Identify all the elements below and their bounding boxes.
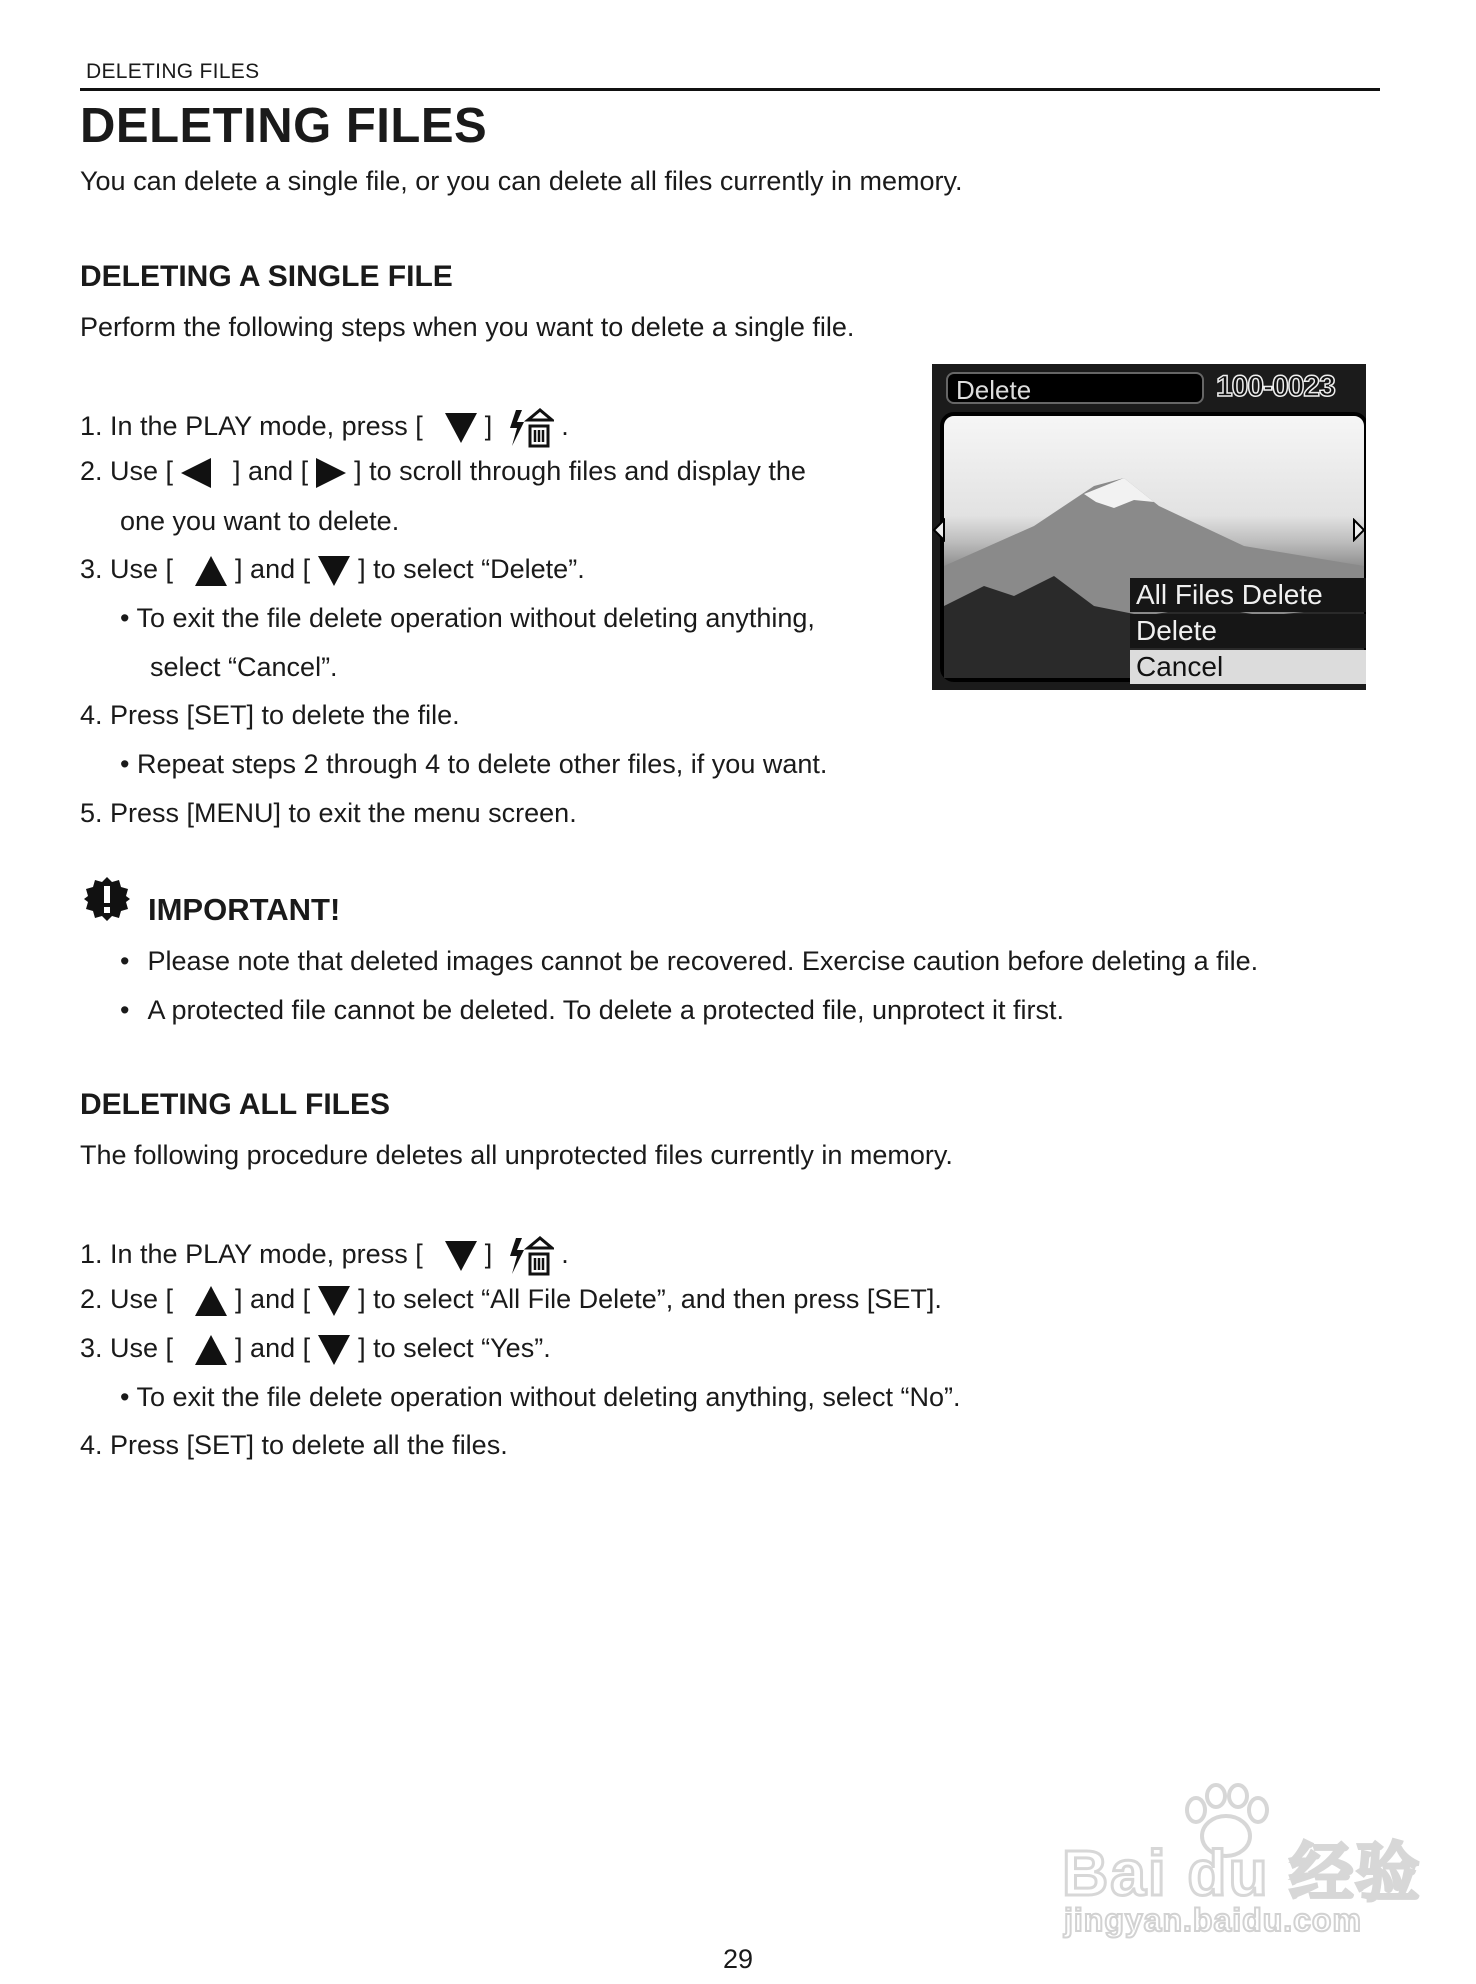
flash-delete-icon [508,1236,554,1276]
left-nav-icon [932,518,946,542]
step-text: 2. Use [ [80,456,174,486]
step-text: 1. In the PLAY mode, press [ [80,411,423,442]
bullet: • [120,946,130,976]
step-text: ] to select “Delete”. [358,554,585,584]
important-bullet-1 [120,946,1258,977]
single-file-intro: Perform the following steps when you want to delete a single file. [80,312,855,342]
left-arrow-icon [181,458,211,488]
down-arrow-icon [445,413,477,443]
step-text: ] and [ [235,554,311,584]
step-text: 3. Use [ [80,1333,174,1363]
single-step-3 [80,554,585,586]
menu-item-delete[interactable]: Delete [1130,614,1366,648]
step-text: ] [484,1239,493,1270]
step-text: ] and [ [235,1284,311,1314]
watermark-url: jingyan.baidu.com [1064,1902,1362,1938]
step-text: 3. Use [ [80,554,174,584]
camera-delete-screen [932,364,1366,690]
right-arrow-icon [316,458,346,488]
step-text: ] to select “Yes”. [358,1333,551,1363]
step-text: ] and [ [235,1333,311,1363]
single-step-4-bullet: • Repeat steps 2 through 4 to delete other files, if you want. [120,749,828,779]
up-arrow-icon [195,1335,227,1365]
all-step-3-bullet: • To exit the file delete operation without deleting anything, select “No”. [120,1382,961,1412]
all-files-heading: DELETING ALL FILES [80,1088,391,1121]
all-step-1 [80,1236,569,1276]
step-text: . [561,411,569,442]
step-text: ] to scroll through files and display the [354,456,806,486]
up-arrow-icon [195,556,227,586]
important-text: A protected file cannot be deleted. To delete a protected file, unprotect it first. [147,995,1065,1025]
down-arrow-icon [318,1286,350,1316]
step-text: 1. In the PLAY mode, press [ [80,1239,423,1270]
all-step-4: 4. Press [SET] to delete all the files. [80,1430,508,1460]
intro-text: You can delete a single file, or you can delete all files currently in memory. [80,166,963,196]
step-text: 2. Use [ [80,1284,174,1314]
step-text: ] [484,411,493,442]
important-text: Please note that deleted images cannot be recovered. Exercise caution before deleting a file. [147,946,1259,976]
single-step-1 [80,408,569,448]
single-step-4: 4. Press [SET] to delete the file. [80,700,460,730]
step-text: . [561,1239,569,1270]
single-step-5: 5. Press [MENU] to exit the menu screen. [80,798,577,828]
right-nav-icon [1352,518,1366,542]
watermark-logo: Bai du 经验 [1062,1837,1422,1909]
single-file-heading: DELETING A SINGLE FILE [80,260,453,293]
important-icon [84,876,130,922]
page-title: DELETING FILES [80,99,488,153]
screen-title: Delete [946,372,1204,404]
important-heading: IMPORTANT! [148,892,341,927]
single-step-3-bullet-cont: select “Cancel”. [150,652,338,682]
header-rule [80,88,1380,91]
single-step-2 [80,456,806,488]
important-bullet-2 [120,995,1064,1026]
menu-item-cancel[interactable]: Cancel [1130,650,1366,684]
all-files-intro: The following procedure deletes all unprotected files currently in memory. [80,1140,953,1170]
file-number: 100-0023 [1216,370,1335,403]
down-arrow-icon [318,556,350,586]
up-arrow-icon [195,1286,227,1316]
running-head: DELETING FILES [86,60,260,83]
single-step-3-bullet: • To exit the file delete operation without deleting anything, [120,603,815,633]
bullet: • [120,995,130,1025]
all-step-3 [80,1333,551,1365]
step-text: ] to select “All File Delete”, and then press [SET]. [358,1284,942,1314]
down-arrow-icon [445,1241,477,1271]
page-number: 29 [722,1944,754,1974]
single-step-2-cont: one you want to delete. [120,506,400,536]
flash-delete-icon [508,408,554,448]
down-arrow-icon [318,1335,350,1365]
all-step-2 [80,1284,942,1316]
menu-item-all-files-delete[interactable]: All Files Delete [1130,578,1366,612]
step-text: ] and [ [233,456,309,486]
